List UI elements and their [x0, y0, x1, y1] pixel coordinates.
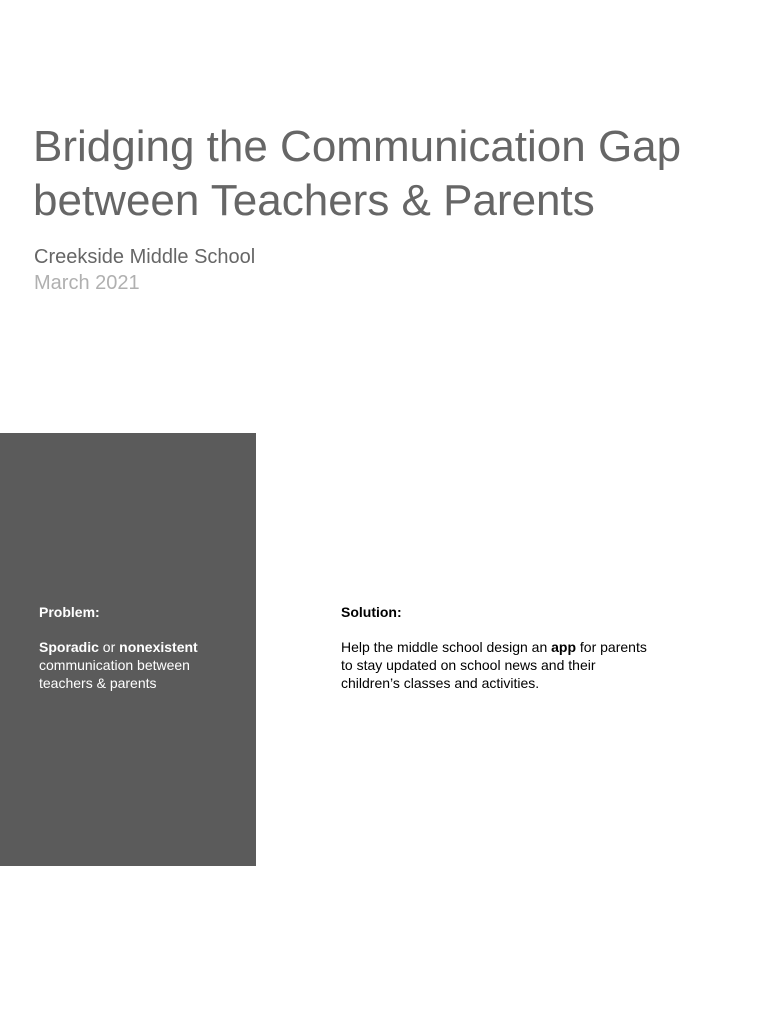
- solution-bold-app: app: [551, 639, 577, 655]
- solution-heading: Solution:: [341, 604, 402, 620]
- problem-bold-sporadic: Sporadic: [39, 639, 99, 655]
- school-name: Creekside Middle School: [34, 246, 256, 268]
- title-line-1: Bridging the Communication Gap: [33, 122, 682, 171]
- solution-text-start: Help the middle school design an: [341, 639, 552, 655]
- problem-description: [39, 638, 239, 692]
- solution-text-end: for parents: [576, 639, 647, 655]
- page-title: [33, 120, 743, 228]
- problem-line-1: [39, 639, 198, 655]
- title-line-2: between Teachers & Parents: [33, 176, 595, 225]
- problem-connector-text: or: [98, 639, 120, 655]
- solution-line-2: to stay updated on school news and their: [341, 657, 596, 673]
- solution-line-1: [341, 639, 647, 655]
- problem-heading: Problem:: [39, 604, 100, 620]
- date-label: March 2021: [34, 272, 140, 294]
- problem-line-3: teachers & parents: [39, 675, 157, 691]
- problem-line-2: communication between: [39, 657, 190, 673]
- problem-bold-nonexistent: nonexistent: [119, 639, 198, 655]
- solution-description: [341, 638, 681, 692]
- solution-line-3: children’s classes and activities.: [341, 675, 540, 691]
